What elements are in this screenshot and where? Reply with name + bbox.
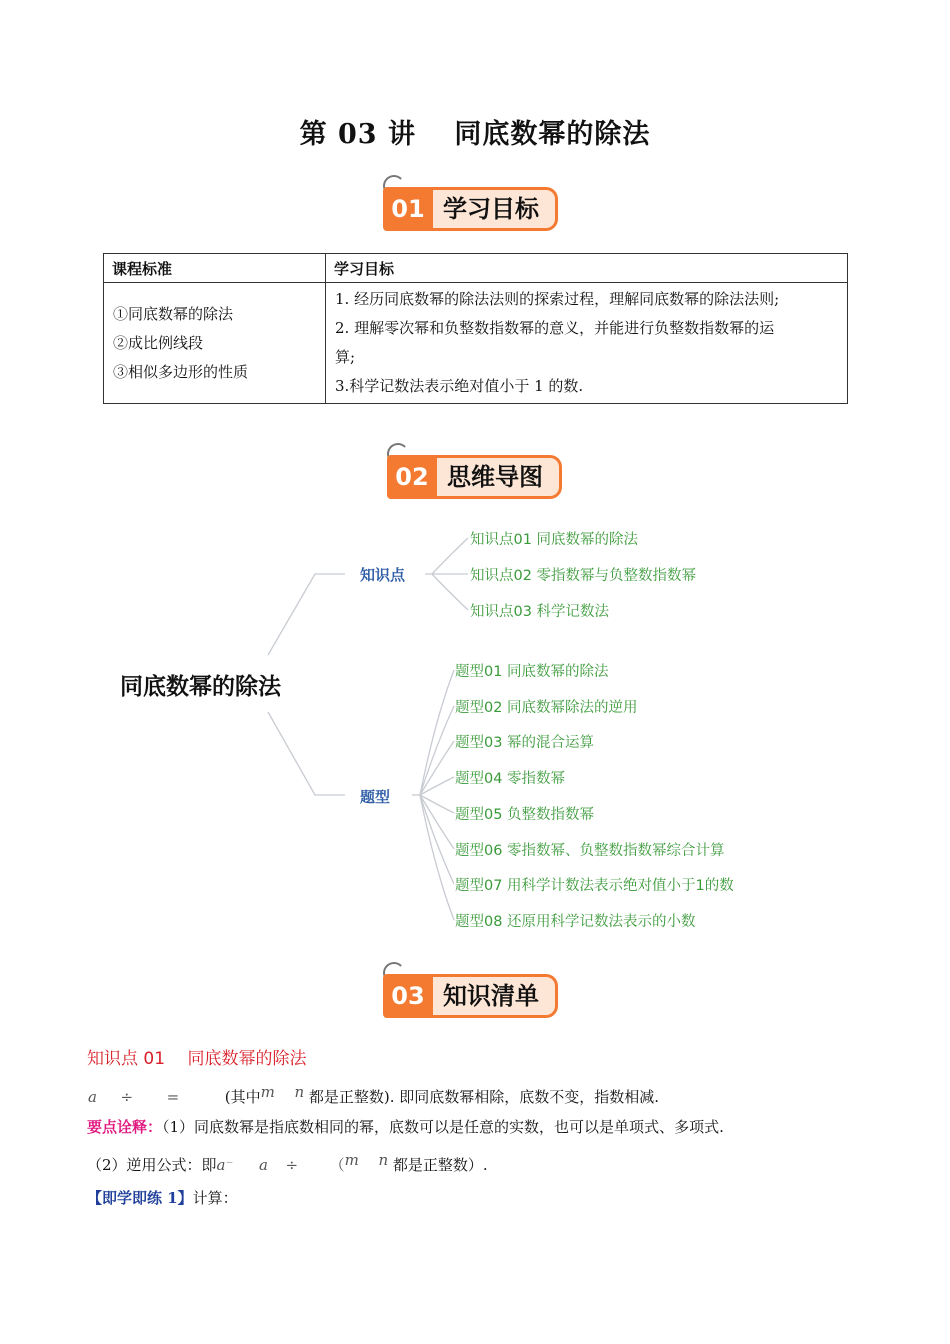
mindmap-leaf: 知识点02 零指数幂与负整数指数幂 xyxy=(470,568,697,584)
mindmap-branch-knowledge: 知识点 xyxy=(360,566,406,584)
inverse-m: m xyxy=(344,1151,359,1169)
mindmap-leaf: 题型02 同底数幂除法的逆用 xyxy=(455,700,638,716)
mindmap-leaf: 知识点01 同底数幂的除法 xyxy=(470,532,639,548)
mindmap-leaf: 题型01 同底数幂的除法 xyxy=(455,664,609,680)
inverse-suffix: 都是正整数）. xyxy=(392,1156,488,1174)
standard-item: ②成比例线段 xyxy=(113,333,204,352)
formula-line xyxy=(88,1083,660,1107)
goal-item: 算; xyxy=(335,348,356,366)
knowledge-point-title: 知识点 01 同底数幂的除法 xyxy=(87,1049,307,1069)
formula-equals: = xyxy=(166,1088,180,1106)
practice-text: 计算： xyxy=(192,1189,238,1207)
formula-n: n xyxy=(294,1083,305,1101)
section-number: 02 xyxy=(387,455,437,499)
goal-item: 2. 理解零次幂和负整数指数幂的意义，并能进行负整数指数幂的运 xyxy=(335,319,775,337)
section-label: 思维导图 xyxy=(437,455,562,499)
goal-item: 1. 经历同底数幂的除法法则的探索过程，理解同底数幂的除法法则; xyxy=(335,290,780,308)
formula-divide: ÷ xyxy=(120,1088,134,1106)
section-badge-03 xyxy=(383,962,573,1018)
section-label: 知识清单 xyxy=(433,974,558,1018)
mindmap-leaf: 题型03 幂的混合运算 xyxy=(455,735,595,751)
practice-label: 【即学即练 1】 xyxy=(87,1189,193,1207)
mindmap-root: 同底数幂的除法 xyxy=(120,674,281,700)
inverse-formula-line xyxy=(87,1151,488,1175)
inverse-divide: ÷ xyxy=(285,1156,299,1174)
formula-base: a xyxy=(88,1088,97,1106)
inverse-base: a xyxy=(216,1156,226,1174)
section-label: 学习目标 xyxy=(433,187,558,231)
inverse-dash: ⁻ xyxy=(225,1156,234,1174)
inverse-base-2: a xyxy=(258,1156,268,1174)
inverse-n: n xyxy=(378,1151,389,1169)
section-number: 01 xyxy=(383,187,433,231)
mindmap-leaf: 题型05 负整数指数幂 xyxy=(455,807,595,823)
mindmap-branch-types: 题型 xyxy=(360,788,391,806)
mindmap-leaf: 题型04 零指数幂 xyxy=(455,771,566,787)
key-note-label: 要点诠释： xyxy=(87,1118,163,1136)
formula-text-2: 都是正整数). 即同底数幂相除，底数不变，指数相减. xyxy=(308,1088,660,1106)
page-title: 第 03 讲 同底数幂的除法 xyxy=(299,119,651,150)
mindmap-leaf: 题型06 零指数幂、负整数指数幂综合计算 xyxy=(455,843,725,859)
inverse-prefix: （2）逆用公式：即 xyxy=(87,1156,217,1174)
mindmap-leaf: 知识点03 科学记数法 xyxy=(470,604,610,620)
standard-item: ③相似多边形的性质 xyxy=(113,362,249,381)
practice-line xyxy=(87,1187,238,1208)
table-header-standard: 课程标准 xyxy=(104,254,326,283)
formula-text-1: (其中 xyxy=(224,1088,261,1106)
inverse-paren: （ xyxy=(329,1156,345,1174)
formula-m: m xyxy=(260,1083,275,1101)
key-note-text: （1）同底数幂是指底数相同的幂，底数可以是任意的实数，也可以是单项式、多项式. xyxy=(162,1118,724,1136)
key-note-line xyxy=(87,1116,724,1137)
standard-item: ①同底数幂的除法 xyxy=(113,304,234,323)
mindmap-leaf: 题型07 用科学计数法表示绝对值小于1的数 xyxy=(455,878,734,894)
section-number: 03 xyxy=(383,974,433,1018)
table-header-goal: 学习目标 xyxy=(326,254,848,283)
goal-item: 3.科学记数法表示绝对值小于 1 的数. xyxy=(335,377,584,395)
mindmap-leaf: 题型08 还原用科学记数法表示的小数 xyxy=(455,914,696,930)
